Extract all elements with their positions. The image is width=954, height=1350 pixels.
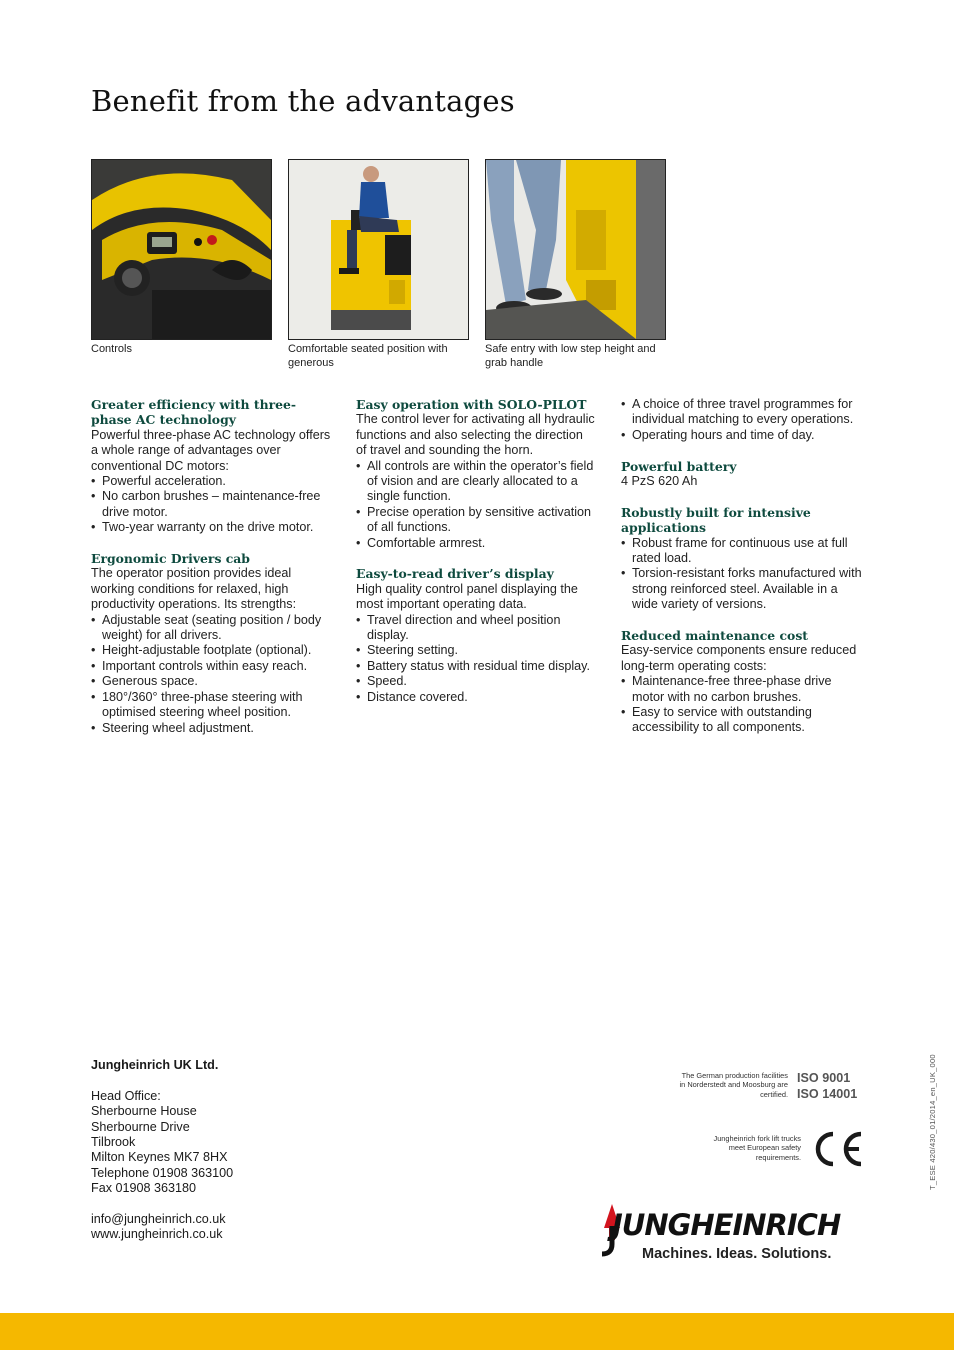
list-item: • Distance covered. [356, 690, 596, 705]
section-heading: Robustly built for intensive applications [621, 504, 811, 536]
iso-14001-label: ISO 14001 [797, 1087, 858, 1101]
list-item: • No carbon brushes – maintenance-free drive motor. [91, 489, 333, 520]
section-drivers-display [356, 566, 596, 705]
iso-9001-label: ISO 9001 [797, 1071, 851, 1085]
contact-block [91, 1058, 351, 1243]
bullet-list [356, 459, 596, 551]
address-line: Tilbrook [91, 1135, 136, 1150]
telephone: Telephone 01908 363100 [91, 1165, 234, 1180]
section-heading: Easy operation with SOLO-PILOT [356, 397, 587, 412]
section-travel-programmes [621, 397, 863, 443]
jungheinrich-logo [598, 1196, 866, 1268]
section-heading: Greater efficiency with three-phase AC technology [91, 397, 297, 428]
iso-certification-text: The German production facilities in Norderstedt and Moosburg are certified. [679, 1071, 788, 1099]
content-column-1 [91, 397, 333, 751]
bullet-list [621, 397, 863, 443]
email-link[interactable]: info@jungheinrich.co.uk [91, 1212, 226, 1227]
list-item: • Powerful acceleration. [91, 474, 333, 489]
section-heading: Powerful battery [621, 458, 737, 474]
photo-caption: Comfortable seated position with generous [288, 343, 448, 369]
document-reference: T_ESE 420/430_01/2014_en_UK_000 [928, 1054, 937, 1190]
section-text: Easy-service components ensure reduced long-term operating costs: [621, 643, 857, 673]
footer-yellow-bar [0, 1313, 954, 1350]
logo-tagline: Machines. Ideas. Solutions. [642, 1246, 832, 1262]
controls-photo [91, 159, 272, 340]
section-text: High quality control panel displaying the most important operating data. [356, 581, 578, 612]
page-title: Benefit from the advantages [91, 84, 515, 118]
bullet-list [356, 613, 596, 705]
bullet-list [621, 674, 863, 736]
list-item: • Operating hours and time of day. [621, 428, 863, 443]
photo-caption: Safe entry with low step height and grab handle [485, 343, 656, 369]
office-label: Head Office: [91, 1088, 161, 1103]
list-item: • Maintenance-free three-phase drive motor with no carbon brushes. [621, 674, 863, 705]
section-powerful-battery [621, 459, 863, 490]
list-item: • Steering wheel adjustment. [91, 721, 333, 736]
fax: Fax 01908 363180 [91, 1181, 197, 1196]
list-item: • Robust frame for continuous use at full rated load. [621, 536, 863, 567]
section-solo-pilot [356, 397, 596, 551]
section-text: Powerful three-phase AC technology offers a whole range of advantages over conventional DC motors: [91, 427, 331, 473]
list-item: • Comfortable armrest. [356, 536, 596, 551]
ce-certification-text: Jungheinrich fork lift trucks meet European safety requirements. [713, 1134, 801, 1162]
photo-caption: Controls [91, 343, 132, 355]
section-text: The operator position provides ideal working conditions for relaxed, high productivity operations. Its strengths: [91, 566, 297, 612]
bullet-list [621, 536, 863, 613]
list-item: • 180°/360° three-phase steering with optimised steering wheel position. [91, 690, 333, 721]
content-column-3 [621, 397, 863, 751]
section-heading: Easy-to-read driver’s display [356, 566, 554, 582]
address-line: Milton Keynes MK7 8HX [91, 1150, 228, 1165]
section-robustly-built [621, 505, 863, 613]
bullet-list [91, 613, 333, 736]
safe-entry-photo [485, 159, 666, 340]
section-three-phase-ac [91, 397, 333, 536]
content-column-2 [356, 397, 596, 721]
address-line: Sherbourne Drive [91, 1119, 190, 1134]
list-item: • Speed. [356, 674, 596, 689]
list-item: • Important controls within easy reach. [91, 659, 333, 674]
section-text: The control lever for activating all hydraulic functions and also selecting the direction of travel and sounding the horn. [356, 412, 595, 458]
list-item: • Torsion-resistant forks manufactured with strong reinforced steel. Available in a wide variety of versions. [621, 566, 863, 612]
list-item: • Steering setting. [356, 643, 596, 658]
company-name: Jungheinrich UK Ltd. [91, 1058, 219, 1072]
section-ergonomic-cab [91, 551, 333, 736]
list-item: • Easy to service with outstanding accessibility to all components. [621, 705, 863, 736]
list-item: • All controls are within the operator’s field of vision and are clearly allocated to a single function. [356, 459, 596, 505]
list-item: • Travel direction and wheel position display. [356, 613, 596, 644]
iso-codes [797, 1070, 857, 1102]
address-line: Sherbourne House [91, 1104, 197, 1119]
list-item: • Battery status with residual time display. [356, 659, 596, 674]
ce-mark-icon [809, 1128, 865, 1170]
section-heading: Reduced maintenance cost [621, 628, 809, 644]
list-item: • Adjustable seat (seating position / body weight) for all drivers. [91, 613, 333, 644]
list-item: • Precise operation by sensitive activation of all functions. [356, 505, 596, 536]
list-item: • Generous space. [91, 674, 333, 689]
bullet-list [91, 474, 333, 536]
section-reduced-maintenance [621, 628, 863, 736]
list-item: • Two-year warranty on the drive motor. [91, 520, 333, 535]
website-link[interactable]: www.jungheinrich.co.uk [91, 1227, 223, 1242]
list-item: • A choice of three travel programmes for individual matching to every operations. [621, 397, 863, 428]
seated-position-photo [288, 159, 469, 340]
section-heading: Ergonomic Drivers cab [91, 551, 250, 567]
section-text: 4 PzS 620 Ah [621, 474, 698, 489]
logo-wordmark: JUNGHEINRICH [612, 1208, 841, 1242]
list-item: • Height-adjustable footplate (optional). [91, 643, 333, 658]
